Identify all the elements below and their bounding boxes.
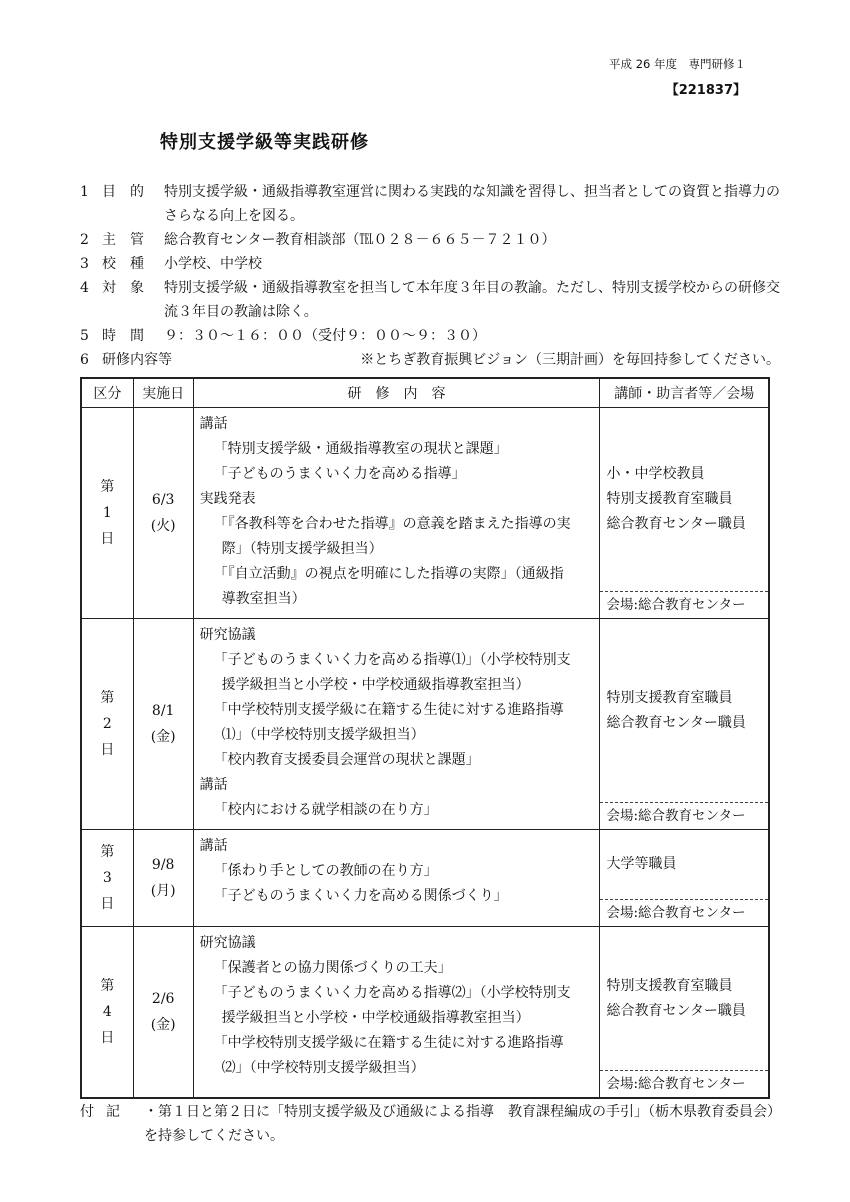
- content-cell: [193, 408, 600, 619]
- content-category: 講話: [199, 777, 228, 793]
- footnote-text: ・第１日と第２日に「特別支援学級及び通級による指導 教育課程編成の手引」（栃木県教育委員会）を持参してください。: [144, 1104, 774, 1144]
- content-cell: [193, 830, 600, 927]
- content-category: 講話: [199, 416, 228, 432]
- table-header-row: [81, 378, 769, 408]
- instructor-name: 特別支援教育室職員: [606, 977, 733, 994]
- instructor-name: 小・中学校教員: [606, 466, 705, 482]
- item-text: 特別支援学級・通級指導教室運営に関わる実践的な知識を習得し、担当者としての資質と指導力のさらなる向上を図る。: [164, 184, 780, 224]
- day-cell: [81, 830, 133, 927]
- day-label: [83, 685, 132, 763]
- content-line: 「子どものうまくいく力を高める関係づくり」: [213, 888, 508, 904]
- instructor-wrap: [600, 830, 768, 926]
- schedule-table: [80, 377, 770, 1099]
- item-target: [80, 276, 780, 324]
- date-value: 2/6: [151, 991, 175, 1007]
- day-cell: [81, 927, 133, 1099]
- weekday-value: (金): [150, 1017, 176, 1033]
- instructor-name: 特別支援教育室職員: [606, 491, 733, 507]
- item-label: 校 種: [102, 256, 144, 272]
- item-number: 2: [80, 232, 89, 248]
- date-cell: [133, 619, 193, 830]
- header-date: 実施日: [133, 378, 193, 408]
- instructor-cell: [600, 619, 769, 830]
- day-label: [83, 474, 132, 552]
- instructor-name: 大学等職員: [606, 856, 677, 872]
- day-label: [83, 839, 132, 917]
- header-division: 区分: [81, 378, 133, 408]
- instructor-wrap: [600, 619, 768, 829]
- venue-label: 会場:総合教育センター: [600, 591, 768, 618]
- course-code: 【221837】: [665, 83, 746, 98]
- content-category: 研究協議: [199, 627, 256, 643]
- table-row: [81, 619, 769, 830]
- instructor-list: [600, 619, 768, 802]
- table-row: [81, 830, 769, 927]
- day-label-char: 2: [102, 716, 112, 732]
- content-line: 「『各教科等を合わせた指導』の意義を踏まえた指導の実: [213, 516, 571, 532]
- content-cell: [193, 927, 600, 1099]
- content-line: 「校内教育支援委員会運営の現状と課題」: [213, 752, 480, 768]
- content-line: ⑵」（中学校特別支援学級担当）: [221, 1060, 425, 1076]
- content-line: 「中学校特別支援学級に在籍する生徒に対する進路指導: [213, 702, 564, 718]
- header-year-label: 平成 26 年度 専門研修１: [609, 57, 746, 71]
- date-value: 6/3: [151, 492, 175, 508]
- item-label: 主 管: [102, 232, 144, 248]
- item-number: 4: [80, 280, 89, 296]
- header-instructors: 講師・助言者等／会場: [600, 378, 769, 408]
- item-note: ※とちぎ教育振興ビジョン（三期計画）を毎回持参してください。: [360, 352, 780, 368]
- content-line: 援学級担当と小学校・中学校通級指導教室担当）: [221, 1010, 530, 1026]
- instructor-list: [600, 830, 768, 899]
- item-label: 時 間: [102, 328, 144, 344]
- day-label-char: 日: [100, 1030, 115, 1046]
- day-cell: [81, 408, 133, 619]
- content-line: 「保護者との協力関係づくりの工夫」: [213, 960, 452, 976]
- content-line: 「子どものうまくいく力を高める指導⑵」（小学校特別支: [213, 985, 571, 1001]
- day-label-char: 3: [102, 870, 112, 886]
- content-line: 「『自立活動』の視点を明確にした指導の実際」（通級指: [213, 566, 564, 582]
- item-number: 6: [80, 352, 89, 368]
- content-category: 講話: [199, 838, 228, 854]
- item-number: 1: [80, 184, 89, 200]
- instructor-wrap: [600, 408, 768, 618]
- page-title: 特別支援学級等実践研修: [160, 132, 369, 153]
- date-cell: [133, 927, 193, 1099]
- instructor-cell: [600, 830, 769, 927]
- day-label-char: 日: [100, 531, 115, 547]
- instructor-name: 総合教育センター職員: [606, 714, 746, 731]
- day-label-char: 日: [100, 896, 115, 912]
- content-line: 援学級担当と小学校・中学校通級指導教室担当）: [221, 677, 530, 693]
- footnote-label: 付記: [80, 1104, 132, 1120]
- item-text: 特別支援学級・通級指導教室を担当して本年度３年目の教諭。ただし、特別支援学校からの研修交流３年目の教諭は除く。: [164, 280, 780, 320]
- day-label-char: 日: [100, 742, 115, 758]
- content-line: 導教室担当）: [221, 591, 306, 607]
- content-line: 「子どものうまくいく力を高める指導」: [213, 466, 466, 482]
- footnote: [80, 1100, 780, 1148]
- item-organizer: [80, 228, 780, 252]
- day-label-char: 第: [100, 978, 115, 994]
- content-line: 「係わり手としての教師の在り方」: [213, 863, 438, 879]
- content-line: 際」（特別支援学級担当）: [221, 541, 383, 557]
- weekday-value: (月): [150, 883, 176, 899]
- header-content: 研 修 内 容: [193, 378, 600, 408]
- instructor-name: 特別支援教育室職員: [606, 689, 733, 706]
- date-cell: [133, 408, 193, 619]
- item-text: 総合教育センター教育相談部（℡０２８－６６５－７２１０）: [164, 232, 556, 248]
- day-label-char: 4: [102, 1004, 112, 1020]
- item-text: ９：３０～１６：００（受付９：００～９：３０）: [164, 328, 486, 344]
- instructor-wrap: [600, 927, 768, 1097]
- item-content: [80, 348, 780, 372]
- item-label: 対 象: [102, 280, 144, 296]
- content-line: 「子どものうまくいく力を高める指導⑴」（小学校特別支: [213, 652, 571, 668]
- instructor-name: 総合教育センター職員: [606, 516, 746, 532]
- venue-label: 会場:総合教育センター: [600, 802, 768, 829]
- venue-label: 会場:総合教育センター: [600, 1070, 768, 1097]
- item-label: 研修内容等: [102, 352, 172, 368]
- item-time: [80, 324, 780, 348]
- day-label: [83, 973, 132, 1051]
- date-value: 8/1: [151, 703, 175, 719]
- item-purpose: [80, 180, 780, 228]
- content-category: 実践発表: [199, 491, 256, 507]
- instructor-list: [600, 408, 768, 591]
- schedule-body: [81, 408, 769, 1099]
- date-value: 9/8: [151, 857, 175, 873]
- day-label-char: 第: [100, 479, 115, 495]
- content-line: 「中学校特別支援学級に在籍する生徒に対する進路指導: [213, 1035, 564, 1051]
- item-number: 3: [80, 256, 89, 272]
- instructor-list: [600, 927, 768, 1070]
- item-text: 小学校、中学校: [164, 256, 262, 272]
- date-cell: [133, 830, 193, 927]
- content-line: 「校内における就学相談の在り方」: [213, 802, 438, 818]
- item-label: 目 的: [102, 184, 144, 200]
- content-line: ⑴」（中学校特別支援学級担当）: [221, 727, 425, 743]
- instructor-name: 総合教育センター職員: [606, 1002, 746, 1019]
- item-list: [80, 180, 780, 372]
- day-label-char: 第: [100, 690, 115, 706]
- content-category: 研究協議: [199, 935, 256, 951]
- table-row: [81, 927, 769, 1099]
- instructor-cell: [600, 927, 769, 1099]
- item-school-type: [80, 252, 780, 276]
- instructor-cell: [600, 408, 769, 619]
- day-label-char: 第: [100, 844, 115, 860]
- weekday-value: (金): [150, 729, 176, 745]
- weekday-value: (火): [150, 518, 176, 534]
- day-cell: [81, 619, 133, 830]
- day-label-char: 1: [102, 505, 112, 521]
- content-line: 「特別支援学級・通級指導教室の現状と課題」: [213, 441, 508, 457]
- venue-label: 会場:総合教育センター: [600, 899, 768, 926]
- item-number: 5: [80, 328, 89, 344]
- table-row: [81, 408, 769, 619]
- content-cell: [193, 619, 600, 830]
